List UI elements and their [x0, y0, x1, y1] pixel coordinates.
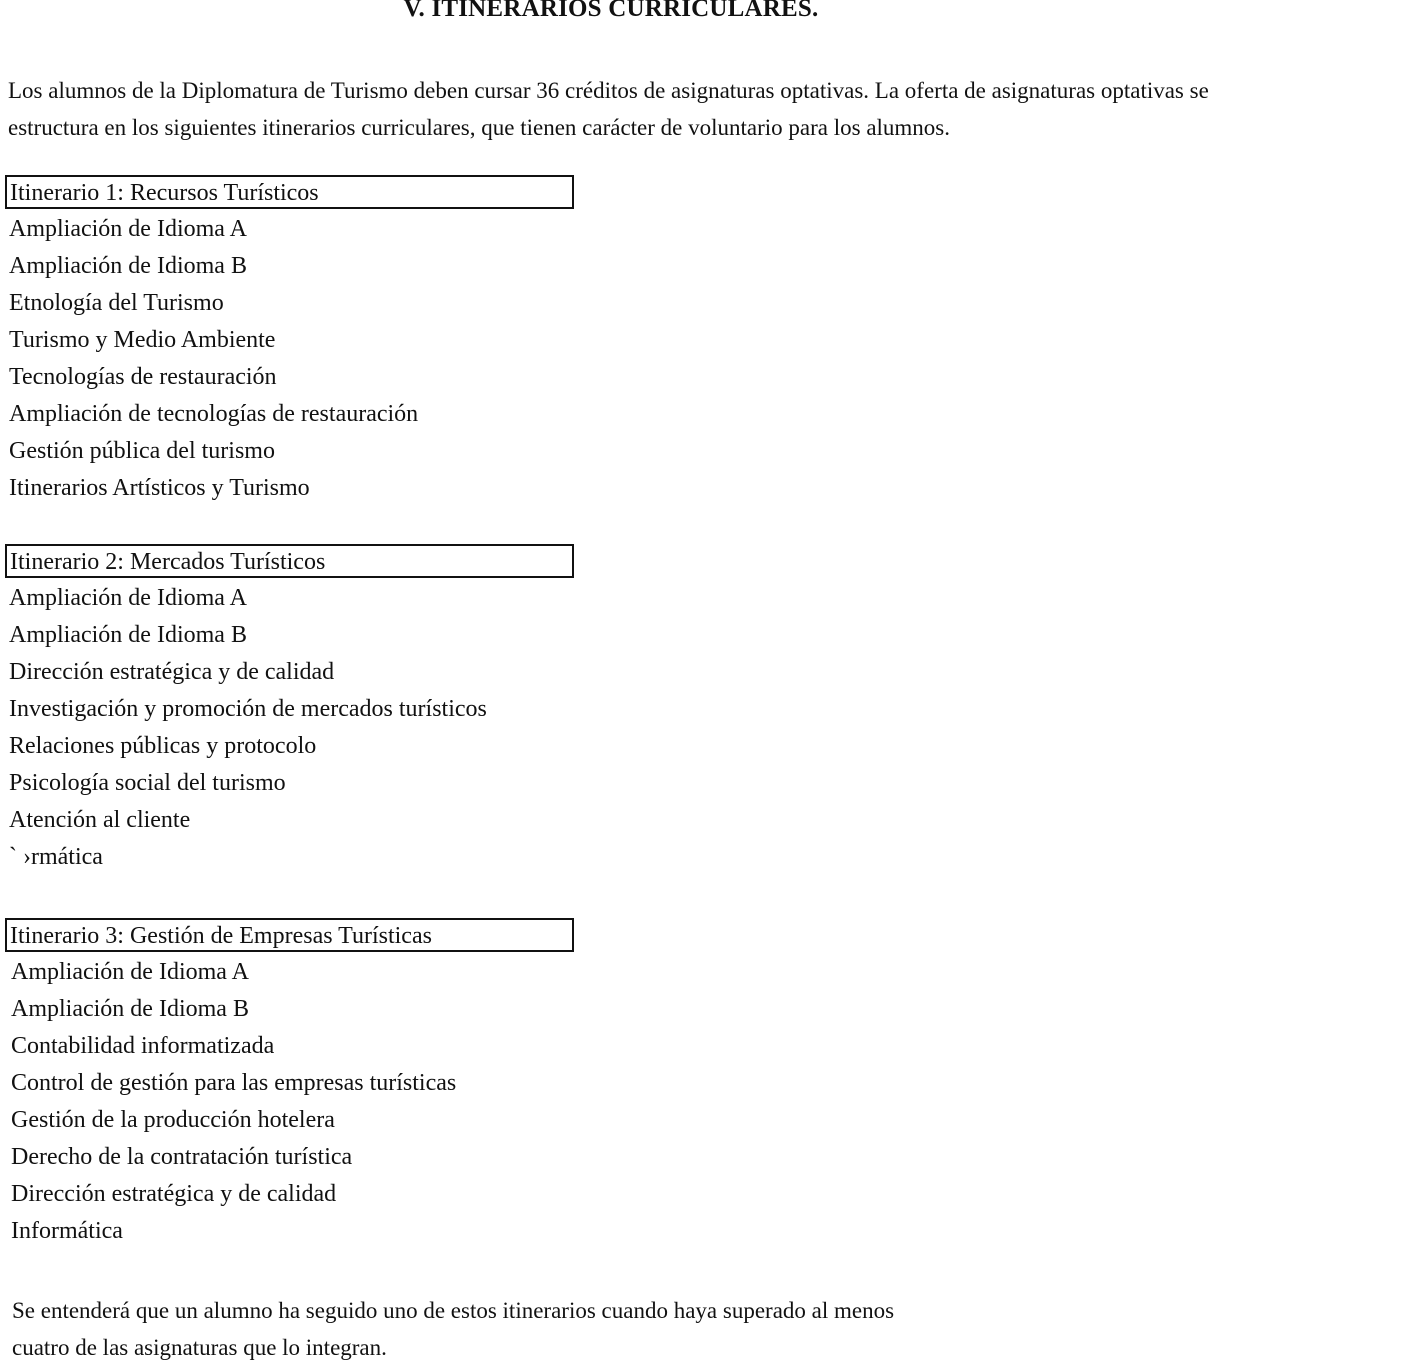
course-item: Ampliación de tecnologías de restauración: [9, 401, 419, 427]
itinerary-3-header: Itinerario 3: Gestión de Empresas Turísticas: [5, 918, 574, 952]
closing-line: Se entenderá que un alumno ha seguido uno de estos itinerarios cuando haya superado al menos: [12, 1298, 895, 1323]
itinerary-3-section: [5, 918, 574, 1248]
course-item: Ampliación de Idioma B: [11, 996, 249, 1022]
course-item: Ampliación de Idioma A: [9, 585, 247, 611]
course-item: Gestión de la producción hotelera: [11, 1107, 335, 1133]
course-item: Turismo y Medio Ambiente: [9, 327, 276, 353]
itinerary-2-header: Itinerario 2: Mercados Turísticos: [5, 544, 574, 578]
course-item: Ampliación de Idioma A: [11, 959, 249, 985]
intro-paragraph: [8, 72, 1425, 146]
itinerary-2-section: [5, 544, 574, 874]
closing-paragraph: [12, 1292, 894, 1366]
course-item: Itinerarios Artísticos y Turismo: [9, 475, 310, 501]
course-item: Relaciones públicas y protocolo: [9, 733, 317, 759]
course-item: ` ›rmática: [9, 844, 103, 870]
course-item: Control de gestión para las empresas turísticas: [11, 1070, 457, 1096]
course-item: Informática: [11, 1218, 123, 1244]
course-item: Dirección estratégica y de calidad: [11, 1181, 337, 1207]
document-title: V. ITINERARIOS CURRICULARES.: [403, 0, 819, 22]
course-item: Dirección estratégica y de calidad: [9, 659, 335, 685]
itinerary-3-course-list: [5, 952, 574, 1248]
itinerary-1-course-list: [5, 209, 574, 505]
course-item: Ampliación de Idioma B: [9, 622, 247, 648]
course-item: Contabilidad informatizada: [11, 1033, 275, 1059]
course-item: Ampliación de Idioma B: [9, 253, 247, 279]
intro-line: estructura en los siguientes itinerarios curriculares, que tienen carácter de voluntario para los alumnos.: [8, 115, 951, 140]
course-item: Psicología social del turismo: [9, 770, 286, 796]
course-item: Gestión pública del turismo: [9, 438, 275, 464]
closing-line: cuatro de las asignaturas que lo integran.: [12, 1335, 387, 1360]
itinerary-2-course-list: [5, 578, 574, 874]
course-item: Tecnologías de restauración: [9, 364, 277, 390]
itinerary-1-section: [5, 175, 574, 505]
course-item: Atención al cliente: [9, 807, 191, 833]
course-item: Etnología del Turismo: [9, 290, 224, 316]
itinerary-1-header: Itinerario 1: Recursos Turísticos: [5, 175, 574, 209]
intro-line: Los alumnos de la Diplomatura de Turismo deben cursar 36 créditos de asignaturas optativas. La oferta de asignaturas optativas se: [8, 78, 1209, 103]
course-item: Ampliación de Idioma A: [9, 216, 247, 242]
course-item: Investigación y promoción de mercados turísticos: [9, 696, 487, 722]
course-item: Derecho de la contratación turística: [11, 1144, 353, 1170]
